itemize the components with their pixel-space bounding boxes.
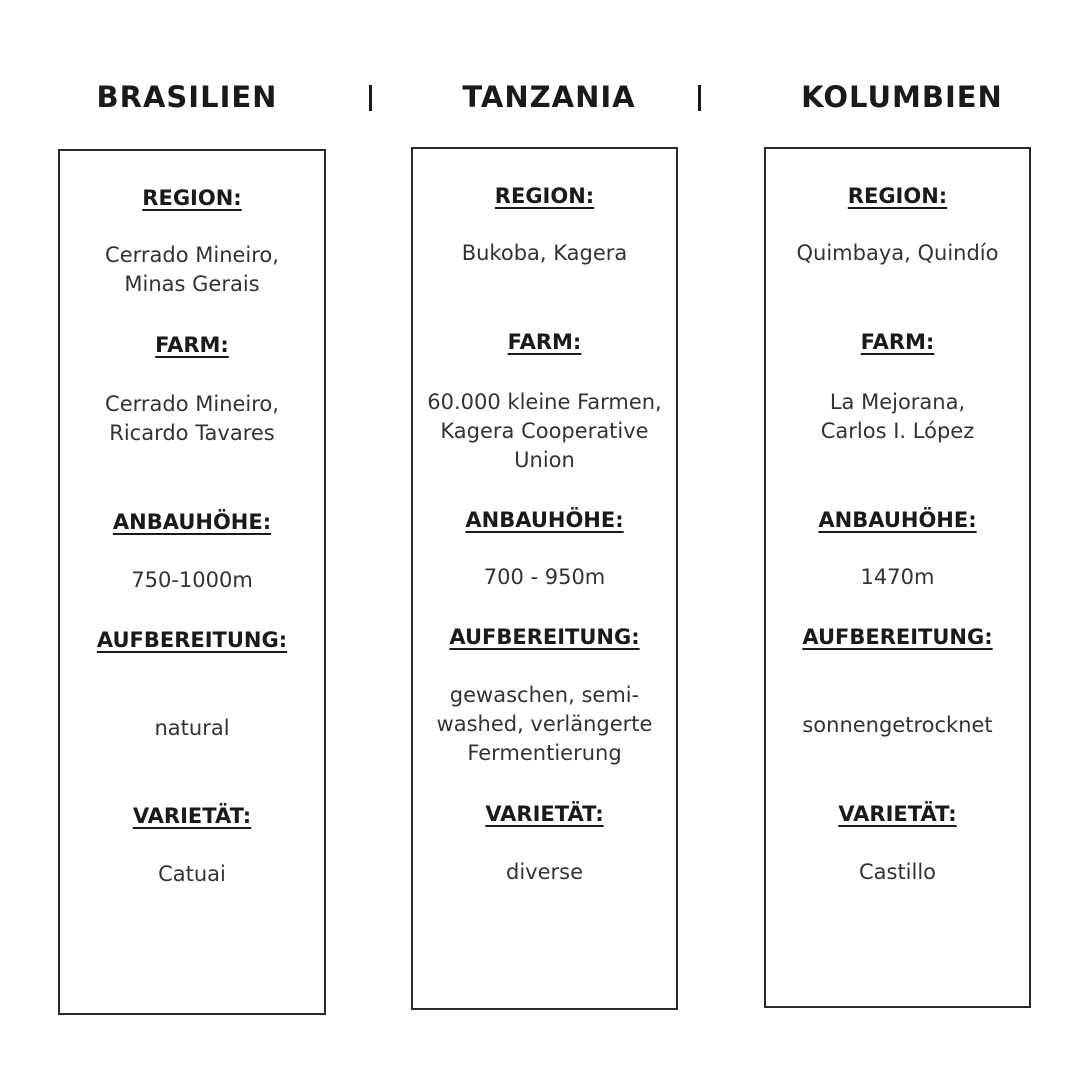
processing-value: gewaschen, semi- washed, verlängerte Fermentierung <box>436 683 653 765</box>
altitude-label: ANBAUHÖHE: <box>112 510 272 534</box>
variety-value: diverse <box>505 860 583 884</box>
farm-label: FARM: <box>507 330 582 354</box>
region-label: REGION: <box>142 186 242 210</box>
origin-card-kolumbien <box>764 147 1031 1008</box>
farm-label: FARM: <box>860 330 935 354</box>
origin-card-tanzania <box>411 147 678 1010</box>
origin-card-brasilien <box>58 149 326 1015</box>
processing-label: AUFBEREITUNG: <box>96 628 288 652</box>
country-title-kolumbien: KOLUMBIEN <box>801 80 1003 114</box>
region-value: Cerrado Mineiro, Minas Gerais <box>105 243 279 296</box>
altitude-label: ANBAUHÖHE: <box>465 508 624 532</box>
variety-label: VARIETÄT: <box>485 802 604 826</box>
altitude-label: ANBAUHÖHE: <box>818 508 977 532</box>
farm-label: FARM: <box>155 333 229 357</box>
altitude-value: 700 - 950m <box>483 565 606 589</box>
variety-label: VARIETÄT: <box>132 804 252 828</box>
variety-label: VARIETÄT: <box>838 802 957 826</box>
processing-label: AUFBEREITUNG: <box>802 625 993 649</box>
altitude-value: 750-1000m <box>131 568 253 592</box>
processing-label: AUFBEREITUNG: <box>449 625 640 649</box>
title-separator <box>369 85 372 111</box>
country-title-brasilien: BRASILIEN <box>96 80 278 114</box>
processing-value: sonnengetrocknet <box>802 713 993 737</box>
variety-value: Castillo <box>858 860 937 884</box>
altitude-value: 1470m <box>860 565 935 589</box>
region-label: REGION: <box>847 184 948 208</box>
region-value: Quimbaya, Quindío <box>796 241 999 265</box>
farm-value: La Mejorana, Carlos I. López <box>820 390 975 443</box>
region-label: REGION: <box>494 184 595 208</box>
title-separator <box>698 85 701 111</box>
processing-value: natural <box>154 716 230 740</box>
region-value: Bukoba, Kagera <box>461 241 628 265</box>
farm-value: 60.000 kleine Farmen, Kagera Cooperative Union <box>427 390 662 472</box>
country-title-tanzania: TANZANIA <box>462 80 636 114</box>
farm-value: Cerrado Mineiro, Ricardo Tavares <box>105 392 279 445</box>
variety-value: Catuai <box>158 862 226 886</box>
